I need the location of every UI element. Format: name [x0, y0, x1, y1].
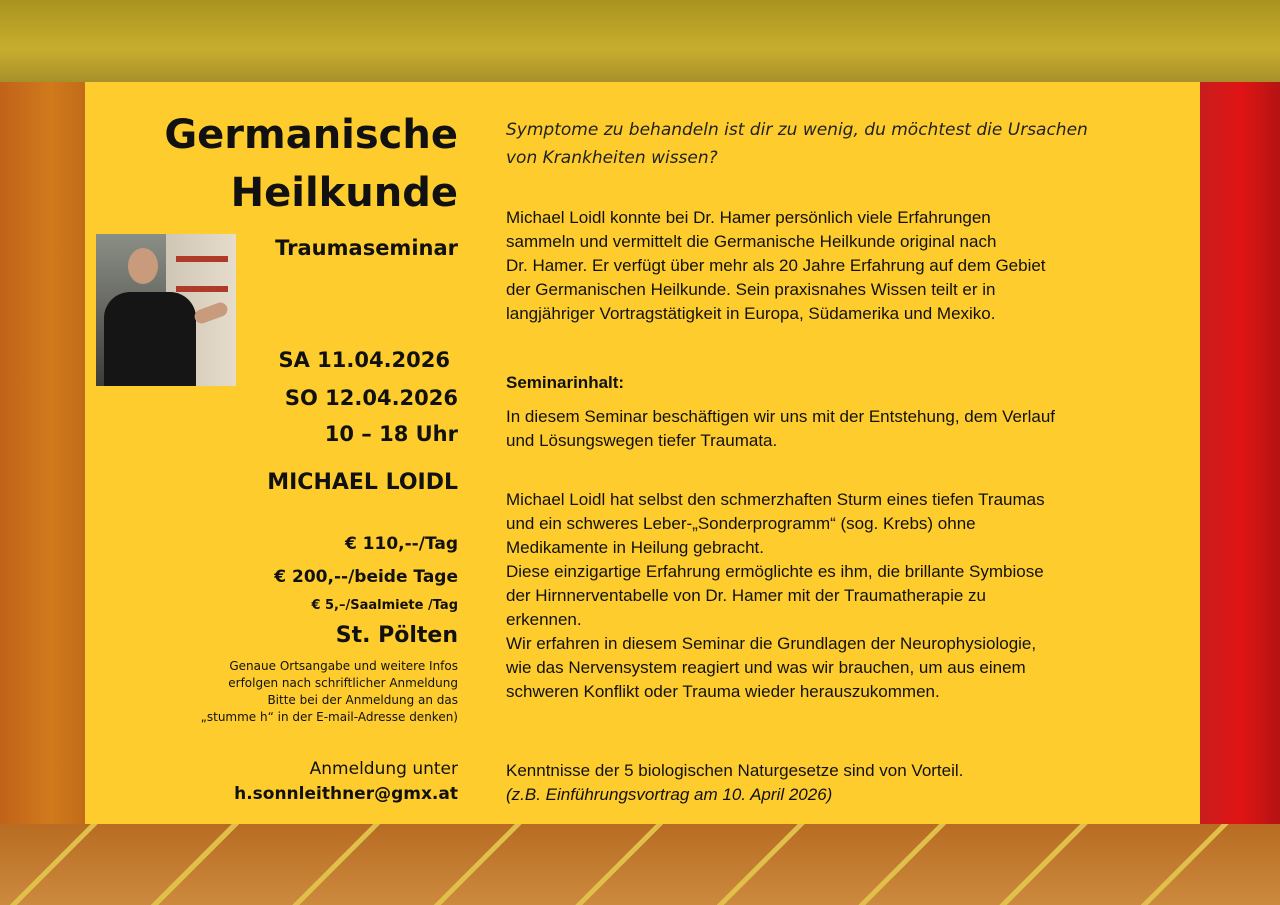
event-city: St. Pölten — [335, 623, 458, 648]
story-line: Medikamente in Heilung gebracht. — [506, 538, 764, 557]
title-line-1: Germanische — [164, 112, 458, 158]
content-line: In diesem Seminar beschäftigen wir uns mit der Entstehung, dem Verlauf — [506, 407, 1056, 426]
title-line-2: Heilkunde — [230, 170, 458, 216]
story-line: und ein schweres Leber-„Sonderprogramm“ (sog. Krebs) ohne — [506, 514, 976, 533]
prereq-text: Kenntnisse der 5 biologischen Naturgesetze sind von Vorteil. — [506, 761, 964, 780]
seminar-content-heading: Seminarinhalt: — [506, 373, 625, 392]
date-saturday: SA 11.04.2026 — [278, 348, 450, 372]
location-note — [201, 658, 458, 726]
frame-top-border — [0, 0, 1280, 82]
price-hall-rent: € 5,–/Saalmiete /Tag — [311, 598, 458, 613]
event-title — [164, 106, 458, 222]
event-subtitle: Traumaseminar — [275, 236, 458, 260]
registration-email[interactable]: h.sonnleithner@gmx.at — [234, 784, 458, 804]
bio-line: Michael Loidl konnte bei Dr. Hamer persönlich viele Erfahrungen — [506, 208, 991, 227]
bio-line: der Germanischen Heilkunde. Sein praxisnahes Wissen teilt er in — [506, 280, 996, 299]
note-line-4: „stumme h“ in der E-mail-Adresse denken) — [200, 710, 458, 724]
event-time: 10 – 18 Uhr — [324, 422, 458, 446]
intro-question — [506, 116, 1196, 172]
speaker-name: MICHAEL LOIDL — [267, 470, 458, 495]
frame-bottom-border — [0, 824, 1280, 905]
story-line: Diese einzigartige Erfahrung ermöglichte es ihm, die brillante Symbiose — [506, 562, 1044, 581]
bio-line: Dr. Hamer. Er verfügt über mehr als 20 Jahre Erfahrung auf dem Gebiet — [506, 256, 1046, 275]
frame-left-border — [0, 82, 85, 824]
prereq-note: (z.B. Einführungsvortrag am 10. April 2026) — [506, 785, 833, 804]
story-line: der Hirnnerventabelle von Dr. Hamer mit der Traumatherapie zu — [506, 586, 986, 605]
note-line-1: Genaue Ortsangabe und weitere Infos — [229, 659, 458, 673]
price-both-days: € 200,--/beide Tage — [274, 567, 458, 587]
flyer-panel — [85, 82, 1200, 824]
story-line: schweren Konflikt oder Trauma wieder herauszukommen. — [506, 682, 940, 701]
note-line-3: Bitte bei der Anmeldung an das — [267, 693, 458, 707]
speaker-photo — [96, 234, 236, 386]
bio-line: sammeln und vermittelt die Germanische Heilkunde original nach — [506, 232, 997, 251]
seminar-content — [506, 405, 1196, 453]
registration-label: Anmeldung unter — [309, 759, 458, 779]
intro-line-1: Symptome zu behandeln ist dir zu wenig, du möchtest die Ursachen — [506, 120, 1088, 140]
note-line-2: erfolgen nach schriftlicher Anmeldung — [228, 676, 458, 690]
date-sunday: SO 12.04.2026 — [284, 386, 458, 410]
prerequisites — [506, 759, 1196, 807]
speaker-bio — [506, 206, 1196, 326]
speaker-story — [506, 488, 1196, 704]
intro-line-2: von Krankheiten wissen? — [506, 148, 718, 168]
bio-line: langjähriger Vortragstätigkeit in Europa, Südamerika und Mexiko. — [506, 304, 996, 323]
frame-right-border — [1200, 82, 1280, 824]
price-per-day: € 110,--/Tag — [344, 534, 458, 554]
story-line: wie das Nervensystem reagiert und was wir brauchen, um aus einem — [506, 658, 1026, 677]
story-line: Michael Loidl hat selbst den schmerzhaften Sturm eines tiefen Traumas — [506, 490, 1045, 509]
story-line: erkennen. — [506, 610, 582, 629]
content-line: und Lösungswegen tiefer Traumata. — [506, 431, 778, 450]
story-line: Wir erfahren in diesem Seminar die Grundlagen der Neurophysiologie, — [506, 634, 1037, 653]
